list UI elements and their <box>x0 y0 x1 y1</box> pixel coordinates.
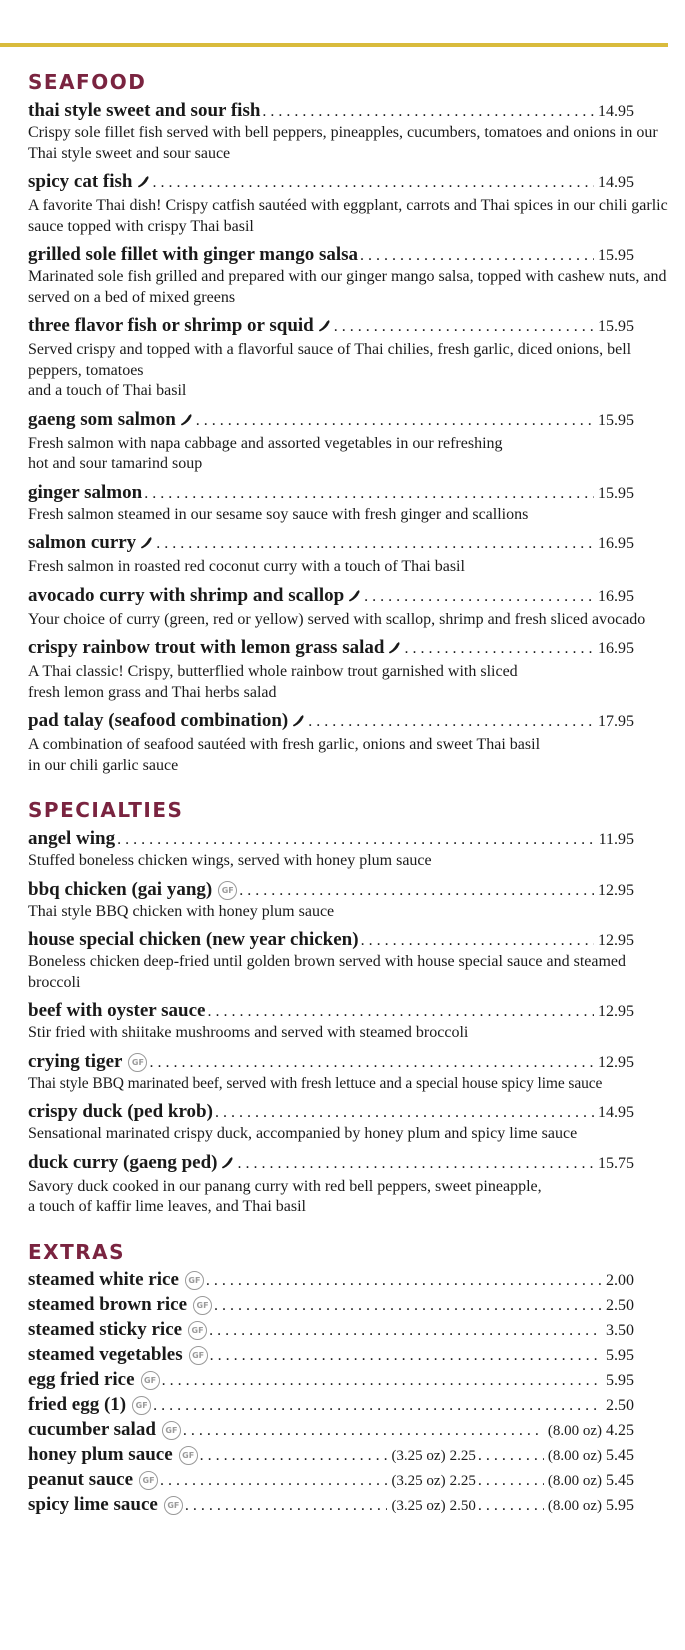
extra-item <box>28 1344 668 1365</box>
gluten-free-icon: GF <box>218 881 237 900</box>
leader-dots <box>210 1347 602 1365</box>
gluten-free-icon: GF <box>193 1296 212 1315</box>
leader-dots <box>156 535 594 553</box>
leader-dots <box>153 1397 602 1415</box>
leader-dots <box>361 932 594 950</box>
item-name: ginger salmon <box>28 481 143 503</box>
item-price: 16.95 <box>598 640 634 657</box>
item-description: A Thai classic! Crispy, butterflied whole rainbow trout garnished with sliced fresh lemon grass and Thai herbs salad <box>28 663 518 701</box>
item-name: duck curry (gaeng ped) <box>28 1151 235 1177</box>
item-name: peanut sauce GF <box>28 1469 158 1490</box>
chili-icon <box>292 711 306 735</box>
item-name: steamed white rice GF <box>28 1269 204 1290</box>
item-price: 12.95 <box>598 1053 634 1071</box>
item-price: 12.95 <box>598 881 634 899</box>
item-size: (8.00 oz) <box>547 1472 602 1489</box>
item-description: Fresh salmon with napa cabbage and assorted vegetables in our refreshing hot and sour tamarind soup <box>28 434 503 472</box>
item-name: pad talay (seafood combination) <box>28 709 306 735</box>
item-name: grilled sole fillet with ginger mango salsa <box>28 244 359 265</box>
item-price: 15.95 <box>598 411 634 429</box>
item-size: (3.25 oz) <box>391 1472 446 1489</box>
menu-item <box>28 878 668 923</box>
item-price: 5.95 <box>606 1346 634 1364</box>
menu-item <box>28 314 668 402</box>
item-name: crying tiger GF <box>28 1050 147 1074</box>
leader-dots <box>239 882 594 900</box>
leader-dots <box>262 103 594 121</box>
item-description: Marinated sole fish grilled and prepared with our ginger mango salsa, topped with cashew nuts, and served on a bed of mixed greens <box>28 268 667 306</box>
leader-dots <box>206 1272 602 1290</box>
item-price: 15.95 <box>598 484 634 502</box>
leader-dots <box>149 1054 594 1072</box>
item-description: Savory duck cooked in our panang curry with red bell peppers, sweet pineapple, a touch of kaffir lime leaves, and Thai basil <box>28 1177 542 1215</box>
menu-item <box>28 481 668 526</box>
item-description: Sensational marinated crispy duck, accompanied by honey plum and spicy lime sauce <box>28 1125 578 1142</box>
chili-icon <box>180 410 194 434</box>
item-name: salmon curry <box>28 531 154 557</box>
item-description: Thai style BBQ chicken with honey plum sauce <box>28 902 335 920</box>
item-name: spicy cat fish <box>28 170 151 196</box>
item-description: Your choice of curry (green, red or yellow) served with scallop, shrimp and fresh sliced avocado <box>28 610 646 628</box>
extra-item <box>28 1319 668 1340</box>
top-rule <box>0 43 668 47</box>
item-price: 2.00 <box>606 1271 634 1289</box>
item-name: crispy duck (ped krob) <box>28 1101 213 1122</box>
leader-dots <box>364 588 594 606</box>
item-price: 5.95 <box>606 1371 634 1389</box>
leader-dots <box>162 1372 602 1390</box>
item-name: crispy rainbow trout with lemon grass salad <box>28 636 402 662</box>
item-name: bbq chicken (gai yang) GF <box>28 878 237 902</box>
item-description: Fresh salmon steamed in our sesame soy sauce with fresh ginger and scallions <box>28 505 529 523</box>
extra-item <box>28 1469 668 1490</box>
leader-dots <box>478 1447 544 1465</box>
gluten-free-icon: GF <box>188 1321 207 1340</box>
item-price-small: 2.25 <box>449 1472 476 1489</box>
item-name: gaeng som salmon <box>28 408 194 434</box>
item-price: 15.75 <box>598 1154 634 1172</box>
item-price: 14.95 <box>598 174 634 191</box>
item-description: Stir fried with shiitake mushrooms and served with steamed broccoli <box>28 1024 469 1041</box>
item-price: 15.95 <box>598 318 634 335</box>
item-size: (3.25 oz) <box>391 1497 446 1514</box>
leader-dots <box>404 640 594 658</box>
item-description: Crispy sole fillet fish served with bell peppers, pineapples, cucumbers, tomatoes and onions in our Thai style sweet and sour sauce <box>28 124 658 162</box>
item-name: honey plum sauce GF <box>28 1444 198 1465</box>
item-description: A combination of seafood sautéed with fresh garlic, onions and sweet Thai basil in our chili garlic sauce <box>28 736 541 774</box>
item-price: 16.95 <box>598 535 634 552</box>
leader-dots <box>308 713 594 731</box>
extra-item <box>28 1269 668 1290</box>
item-size: (3.25 oz) <box>391 1447 446 1464</box>
item-price: 12.95 <box>598 932 634 949</box>
item-description: Served crispy and topped with a flavorful sauce of Thai chilies, fresh garlic, diced onions, bell peppers, tomatoes and a touch of Thai basil <box>28 341 632 399</box>
gluten-free-icon: GF <box>128 1053 147 1072</box>
gluten-free-icon: GF <box>179 1446 198 1465</box>
menu-item <box>28 928 668 993</box>
item-description: Stuffed boneless chicken wings, served with honey plum sauce <box>28 852 432 869</box>
menu-item <box>28 531 668 578</box>
extra-item <box>28 1494 668 1515</box>
item-description: Fresh salmon in roasted red coconut curry with a touch of Thai basil <box>28 558 465 575</box>
item-size: (8.00 oz) <box>547 1422 602 1439</box>
item-price: 12.95 <box>598 1003 634 1020</box>
item-name: house special chicken (new year chicken) <box>28 929 359 950</box>
item-description: Thai style BBQ marinated beef, served with fresh lettuce and a special house spicy lime sauce <box>28 1074 603 1092</box>
leader-dots <box>478 1497 544 1515</box>
leader-dots <box>360 247 594 265</box>
menu-item <box>28 99 668 164</box>
leader-dots <box>117 831 594 849</box>
item-price-small: 2.50 <box>449 1497 476 1514</box>
leader-dots <box>144 485 594 503</box>
item-name: fried egg (1) GF <box>28 1394 151 1415</box>
chili-icon <box>137 172 151 196</box>
gluten-free-icon: GF <box>164 1496 183 1515</box>
chili-icon <box>318 316 332 340</box>
leader-dots <box>215 1104 594 1122</box>
gluten-free-icon: GF <box>141 1371 160 1390</box>
menu-item <box>28 827 668 872</box>
item-name: beef with oyster sauce <box>28 1000 206 1021</box>
item-price: 5.95 <box>606 1496 634 1514</box>
menu-item <box>28 584 668 631</box>
section-title-extras: EXTRAS <box>28 1239 126 1264</box>
menu-item <box>28 1050 668 1095</box>
extra-item <box>28 1419 668 1440</box>
menu-item <box>28 170 668 237</box>
item-price: 4.25 <box>606 1421 634 1439</box>
item-price: 15.95 <box>598 247 634 264</box>
extra-item <box>28 1369 668 1390</box>
item-name: angel wing <box>28 828 116 849</box>
item-price: 5.45 <box>606 1471 634 1489</box>
item-price: 3.50 <box>606 1321 634 1339</box>
gluten-free-icon: GF <box>139 1471 158 1490</box>
leader-dots <box>200 1447 388 1465</box>
menu-item <box>28 1100 668 1145</box>
menu-item <box>28 243 668 308</box>
leader-dots <box>183 1422 544 1440</box>
extra-item <box>28 1444 668 1465</box>
extra-item <box>28 1294 668 1315</box>
leader-dots <box>214 1297 602 1315</box>
item-price: 11.95 <box>598 831 634 848</box>
item-size: (8.00 oz) <box>547 1447 602 1464</box>
item-name: avocado curry with shrimp and scallop <box>28 584 362 610</box>
item-price: 2.50 <box>606 1396 634 1414</box>
item-name: three flavor fish or shrimp or squid <box>28 314 332 340</box>
leader-dots <box>185 1497 388 1515</box>
leader-dots <box>334 318 594 336</box>
item-price: 5.45 <box>606 1446 634 1464</box>
gluten-free-icon: GF <box>189 1346 208 1365</box>
chili-icon <box>221 1153 235 1177</box>
item-price: 14.95 <box>598 1104 634 1121</box>
gluten-free-icon: GF <box>162 1421 181 1440</box>
menu-item <box>28 408 668 475</box>
item-name: steamed brown rice GF <box>28 1294 212 1315</box>
item-name: spicy lime sauce GF <box>28 1494 183 1515</box>
item-price: 2.50 <box>606 1296 634 1314</box>
item-name: egg fried rice GF <box>28 1369 160 1390</box>
item-name: thai style sweet and sour fish <box>28 100 261 121</box>
item-description: Boneless chicken deep-fried until golden brown served with house special sauce and steamed broccoli <box>28 953 627 991</box>
gluten-free-icon: GF <box>185 1271 204 1290</box>
item-name: cucumber salad GF <box>28 1419 181 1440</box>
extra-item <box>28 1394 668 1415</box>
leader-dots <box>478 1472 544 1490</box>
menu-content <box>28 70 668 1519</box>
item-price: 14.95 <box>598 103 634 120</box>
section-title-specialties: SPECIALTIES <box>28 798 184 822</box>
chili-icon <box>348 586 362 610</box>
chili-icon <box>140 533 154 557</box>
leader-dots <box>153 174 595 192</box>
item-name: steamed vegetables GF <box>28 1344 208 1365</box>
section-title-seafood: SEAFOOD <box>28 70 147 94</box>
menu-item <box>28 636 668 703</box>
leader-dots <box>196 412 594 430</box>
leader-dots <box>237 1155 594 1173</box>
item-price: 16.95 <box>598 587 634 605</box>
item-size: (8.00 oz) <box>547 1497 602 1514</box>
item-price-small: 2.25 <box>449 1447 476 1464</box>
item-price: 17.95 <box>598 713 634 730</box>
gluten-free-icon: GF <box>132 1396 151 1415</box>
leader-dots <box>209 1322 602 1340</box>
item-name: steamed sticky rice GF <box>28 1319 207 1340</box>
item-description: A favorite Thai dish! Crispy catfish sautéed with eggplant, carrots and Thai spices in our chili garlic sauce topped with crispy Thai basil <box>28 197 668 235</box>
leader-dots <box>160 1472 387 1490</box>
menu-item <box>28 709 668 776</box>
menu-item <box>28 1151 668 1218</box>
chili-icon <box>388 638 402 662</box>
menu-item <box>28 999 668 1044</box>
leader-dots <box>207 1003 594 1021</box>
